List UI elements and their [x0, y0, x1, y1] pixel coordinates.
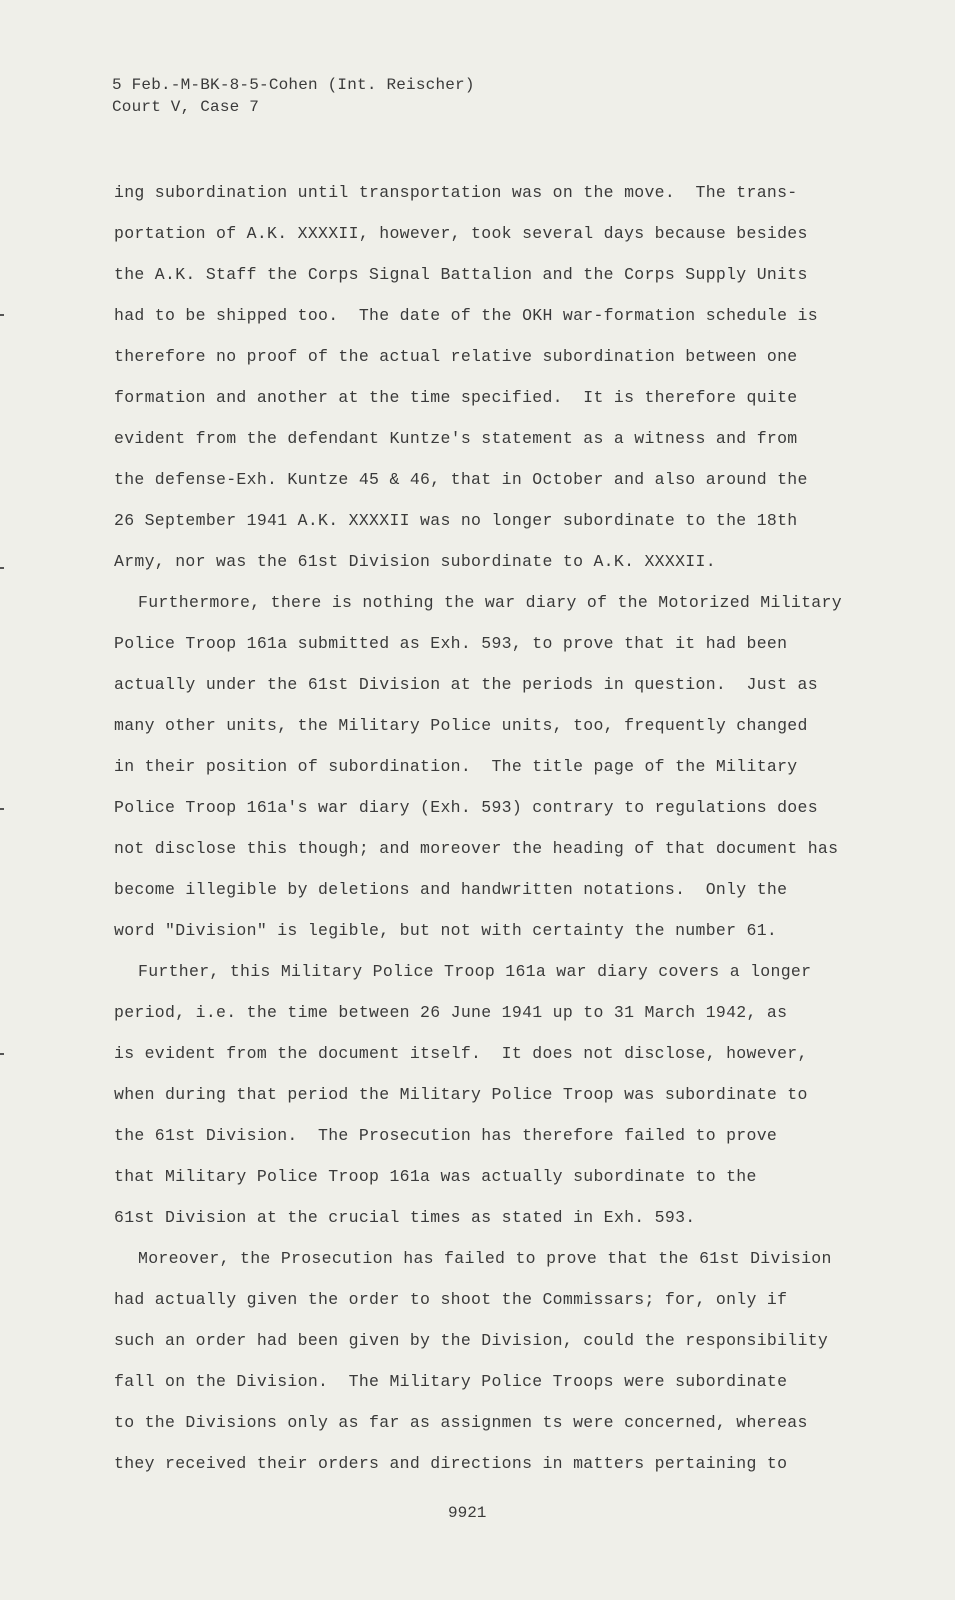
- text-line: Army, nor was the 61st Division subordinate to A.K. XXXXII.: [114, 552, 716, 571]
- document-body: [114, 172, 849, 1484]
- text-line: the defense-Exh. Kuntze 45 & 46, that in October and also around the: [114, 470, 808, 489]
- text-line: period, i.e. the time between 26 June 1941 up to 31 March 1942, as: [114, 1003, 788, 1022]
- text-line: is evident from the document itself. It does not disclose, however,: [114, 1044, 808, 1063]
- text-line: Furthermore, there is nothing the war diary of the Motorized Military: [138, 593, 842, 612]
- text-line: therefore no proof of the actual relative subordination between one: [114, 347, 798, 366]
- text-line: evident from the defendant Kuntze's statement as a witness and from: [114, 429, 798, 448]
- text-line: 26 September 1941 A.K. XXXXII was no longer subordinate to the 18th: [114, 511, 798, 530]
- text-line: many other units, the Military Police units, too, frequently changed: [114, 716, 808, 735]
- text-line: become illegible by deletions and handwritten notations. Only the: [114, 880, 788, 899]
- text-line: had to be shipped too. The date of the OKH war-formation schedule is: [114, 306, 818, 325]
- text-line: Moreover, the Prosecution has failed to prove that the 61st Division: [138, 1249, 832, 1268]
- text-line: not disclose this though; and moreover the heading of that document has: [114, 839, 839, 858]
- margin-mark: [0, 567, 4, 569]
- margin-mark: [0, 314, 4, 316]
- header-court-case: Court V, Case 7: [112, 98, 260, 116]
- text-line: 61st Division at the crucial times as stated in Exh. 593.: [114, 1208, 696, 1227]
- text-line: actually under the 61st Division at the periods in question. Just as: [114, 675, 818, 694]
- text-line: word "Division" is legible, but not with certainty the number 61.: [114, 921, 778, 940]
- text-line: the 61st Division. The Prosecution has therefore failed to prove: [114, 1126, 778, 1145]
- paragraph: [114, 951, 849, 1238]
- text-line: Police Troop 161a submitted as Exh. 593, to prove that it had been: [114, 634, 788, 653]
- text-line: formation and another at the time specified. It is therefore quite: [114, 388, 798, 407]
- text-line: portation of A.K. XXXXII, however, took several days because besides: [114, 224, 808, 243]
- text-line: had actually given the order to shoot the Commissars; for, only if: [114, 1290, 788, 1309]
- paragraph: [114, 1238, 849, 1484]
- text-line: fall on the Division. The Military Police Troops were subordinate: [114, 1372, 788, 1391]
- margin-mark: [0, 1053, 4, 1055]
- page-number: 9921: [448, 1504, 487, 1522]
- paragraph: [114, 582, 849, 951]
- text-line: such an order had been given by the Division, could the responsibility: [114, 1331, 829, 1350]
- header-reference: 5 Feb.-M-BK-8-5-Cohen (Int. Reischer): [112, 76, 475, 94]
- text-line: Further, this Military Police Troop 161a war diary covers a longer: [138, 962, 812, 981]
- text-line: they received their orders and directions in matters pertaining to: [114, 1454, 788, 1473]
- document-header: [112, 74, 475, 118]
- margin-mark: [0, 808, 4, 810]
- text-line: that Military Police Troop 161a was actually subordinate to the: [114, 1167, 757, 1186]
- text-line: ing subordination until transportation was on the move. The trans-: [114, 183, 798, 202]
- paragraph: [114, 172, 849, 582]
- text-line: when during that period the Military Police Troop was subordinate to: [114, 1085, 808, 1104]
- text-line: to the Divisions only as far as assignmen ts were concerned, whereas: [114, 1413, 808, 1432]
- text-line: in their position of subordination. The title page of the Military: [114, 757, 798, 776]
- text-line: the A.K. Staff the Corps Signal Battalion and the Corps Supply Units: [114, 265, 808, 284]
- text-line: Police Troop 161a's war diary (Exh. 593) contrary to regulations does: [114, 798, 818, 817]
